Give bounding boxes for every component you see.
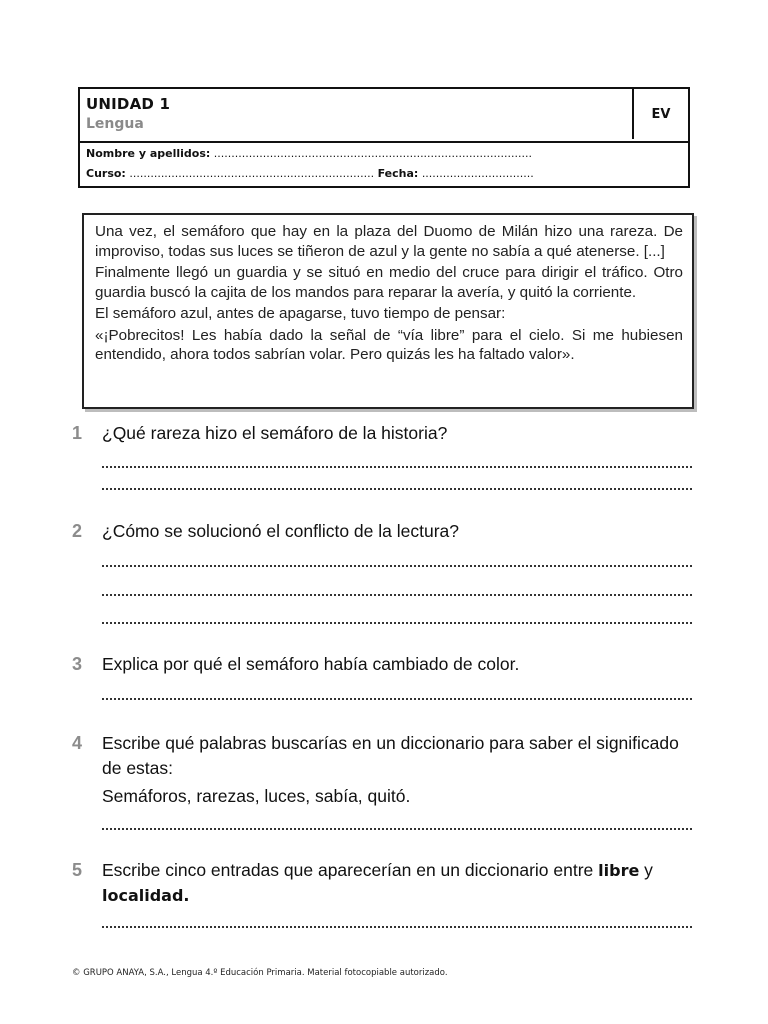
bold-word-localidad: localidad. xyxy=(102,886,190,905)
question-number: 3 xyxy=(72,654,83,674)
unit-subject: Lengua xyxy=(86,116,144,132)
reading-paragraph: El semáforo azul, antes de apagarse, tuvo tiempo de pensar: xyxy=(95,305,506,322)
answer-line[interactable] xyxy=(102,466,692,468)
question-text: ¿Qué rareza hizo el semáforo de la historia? xyxy=(102,423,448,443)
answer-line[interactable] xyxy=(102,488,692,490)
header-box xyxy=(78,87,690,188)
reading-box xyxy=(82,213,694,409)
name-field[interactable] xyxy=(86,147,532,160)
answer-line[interactable] xyxy=(102,926,692,928)
course-date-row xyxy=(86,167,534,180)
word-list: Semáforos, rarezas, luces, sabía, quitó. xyxy=(102,786,411,806)
name-label: Nombre y apellidos: xyxy=(86,147,211,160)
answer-line[interactable] xyxy=(102,698,692,700)
reading-text[interactable] xyxy=(95,222,683,405)
question-text: Explica por qué el semáforo había cambiado de color. xyxy=(102,654,520,674)
question-text: Escribe qué palabras buscarías en un diccionario para saber el significado de estas: xyxy=(102,733,679,778)
answer-line[interactable] xyxy=(102,565,692,567)
date-dots[interactable]: ................................ xyxy=(421,167,534,180)
question-number: 4 xyxy=(72,733,83,753)
question-number: 2 xyxy=(72,521,83,541)
question-number: 5 xyxy=(72,860,83,880)
bold-word-libre: libre xyxy=(598,861,640,880)
answer-line[interactable] xyxy=(102,622,692,624)
unit-title: UNIDAD 1 xyxy=(86,95,171,113)
course-dots[interactable]: ...................................................................... xyxy=(129,167,375,180)
copyright-footer: © GRUPO ANAYA, S.A., Lengua 4.º Educación Primaria. Material fotocopiable autorizado. xyxy=(72,968,448,978)
question-number: 1 xyxy=(72,423,83,443)
name-dots: ........................................................................................... xyxy=(213,147,532,160)
question-text-part: Escribe cinco entradas que aparecerían en un diccionario entre xyxy=(102,860,599,880)
reading-paragraph: Una vez, el semáforo que hay en la plaza del Duomo de Milán hizo una rareza. De improviso, todas sus luces se tiñeron de azul y la gente no sabía a qué atenerse. [...] xyxy=(95,223,683,260)
header-title-row xyxy=(80,89,688,143)
date-label: Fecha: xyxy=(377,167,419,180)
reading-paragraph: Finalmente llegó un guardia y se situó en medio del cruce para dirigir el tráfico. Otro guardia buscó la cajita de los mandos para reparar la avería, y quitó la corriente. xyxy=(95,264,683,301)
answer-line[interactable] xyxy=(102,594,692,596)
answer-line[interactable] xyxy=(102,828,692,830)
question-text xyxy=(102,858,702,908)
course-label: Curso: xyxy=(86,167,126,180)
question-text: ¿Cómo se solucionó el conflicto de la lectura? xyxy=(102,521,459,541)
question-text-part: y xyxy=(639,860,653,880)
reading-paragraph: «¡Pobrecitos! Les había dado la señal de “vía libre” para el cielo. Si me hubiesen entendido, ahora todos sabrían volar. Pero quizás les ha faltado valor». xyxy=(95,326,683,363)
evaluation-code: EV xyxy=(632,89,688,139)
